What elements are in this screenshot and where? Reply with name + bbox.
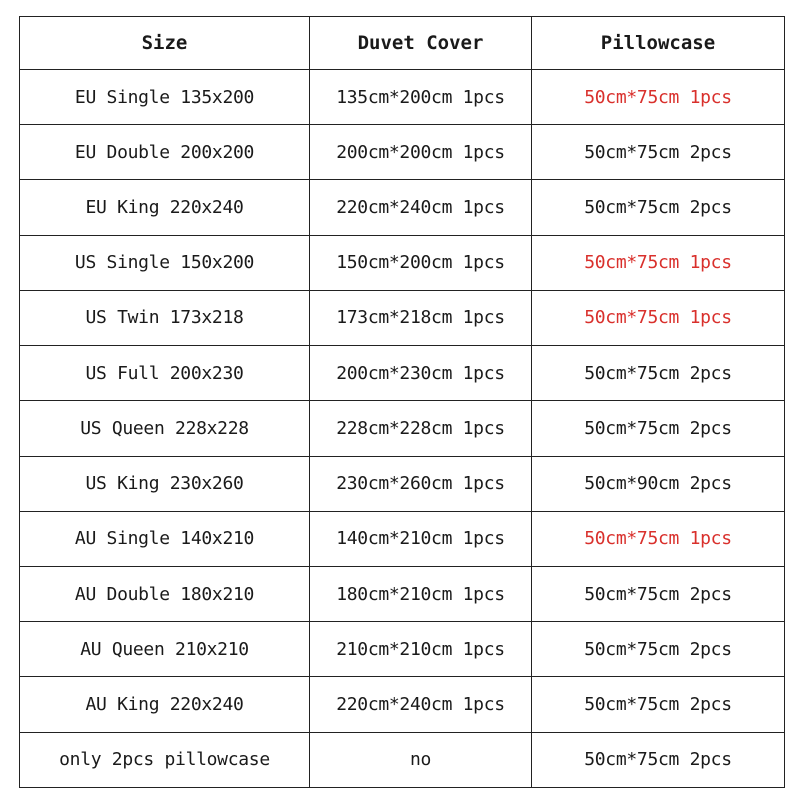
table-row [20, 677, 785, 732]
table-row [20, 622, 785, 677]
size-cell: AU King 220x240 [20, 677, 310, 732]
table-row [20, 732, 785, 787]
size-cell: US Queen 228x228 [20, 401, 310, 456]
duvet-cover-cell: 135cm*200cm 1pcs [310, 70, 532, 125]
size-cell: US Twin 173x218 [20, 290, 310, 345]
pillowcase-cell: 50cm*75cm 2pcs [532, 732, 785, 787]
size-cell: AU Double 180x210 [20, 566, 310, 621]
duvet-cover-cell: 210cm*210cm 1pcs [310, 622, 532, 677]
size-cell: EU Single 135x200 [20, 70, 310, 125]
pillowcase-cell: 50cm*75cm 2pcs [532, 677, 785, 732]
size-cell: US Full 200x230 [20, 346, 310, 401]
duvet-cover-cell: 180cm*210cm 1pcs [310, 566, 532, 621]
duvet-cover-cell: 220cm*240cm 1pcs [310, 677, 532, 732]
pillowcase-cell: 50cm*75cm 2pcs [532, 180, 785, 235]
table-row [20, 125, 785, 180]
size-cell: AU Single 140x210 [20, 511, 310, 566]
duvet-cover-cell: 140cm*210cm 1pcs [310, 511, 532, 566]
duvet-cover-cell: no [310, 732, 532, 787]
duvet-cover-cell: 150cm*200cm 1pcs [310, 235, 532, 290]
pillowcase-cell: 50cm*90cm 2pcs [532, 456, 785, 511]
header-row [20, 17, 785, 70]
pillowcase-cell: 50cm*75cm 2pcs [532, 125, 785, 180]
header-size: Size [20, 17, 310, 70]
duvet-cover-cell: 200cm*230cm 1pcs [310, 346, 532, 401]
size-cell: only 2pcs pillowcase [20, 732, 310, 787]
pillowcase-cell: 50cm*75cm 1pcs [532, 235, 785, 290]
pillowcase-cell: 50cm*75cm 2pcs [532, 566, 785, 621]
pillowcase-cell: 50cm*75cm 1pcs [532, 511, 785, 566]
table-row [20, 456, 785, 511]
header-duvet-cover: Duvet Cover [310, 17, 532, 70]
size-chart-table [19, 16, 785, 788]
pillowcase-cell: 50cm*75cm 2pcs [532, 346, 785, 401]
header-pillowcase: Pillowcase [532, 17, 785, 70]
size-cell: EU Double 200x200 [20, 125, 310, 180]
duvet-cover-cell: 228cm*228cm 1pcs [310, 401, 532, 456]
table-row [20, 346, 785, 401]
table-row [20, 290, 785, 345]
table-body [20, 70, 785, 788]
size-cell: EU King 220x240 [20, 180, 310, 235]
size-cell: US King 230x260 [20, 456, 310, 511]
table-row [20, 566, 785, 621]
size-cell: US Single 150x200 [20, 235, 310, 290]
duvet-cover-cell: 220cm*240cm 1pcs [310, 180, 532, 235]
table-row [20, 511, 785, 566]
pillowcase-cell: 50cm*75cm 1pcs [532, 70, 785, 125]
table-row [20, 70, 785, 125]
table-row [20, 235, 785, 290]
duvet-cover-cell: 200cm*200cm 1pcs [310, 125, 532, 180]
table-row [20, 401, 785, 456]
pillowcase-cell: 50cm*75cm 2pcs [532, 401, 785, 456]
duvet-cover-cell: 230cm*260cm 1pcs [310, 456, 532, 511]
duvet-cover-cell: 173cm*218cm 1pcs [310, 290, 532, 345]
pillowcase-cell: 50cm*75cm 2pcs [532, 622, 785, 677]
pillowcase-cell: 50cm*75cm 1pcs [532, 290, 785, 345]
table-row [20, 180, 785, 235]
size-cell: AU Queen 210x210 [20, 622, 310, 677]
